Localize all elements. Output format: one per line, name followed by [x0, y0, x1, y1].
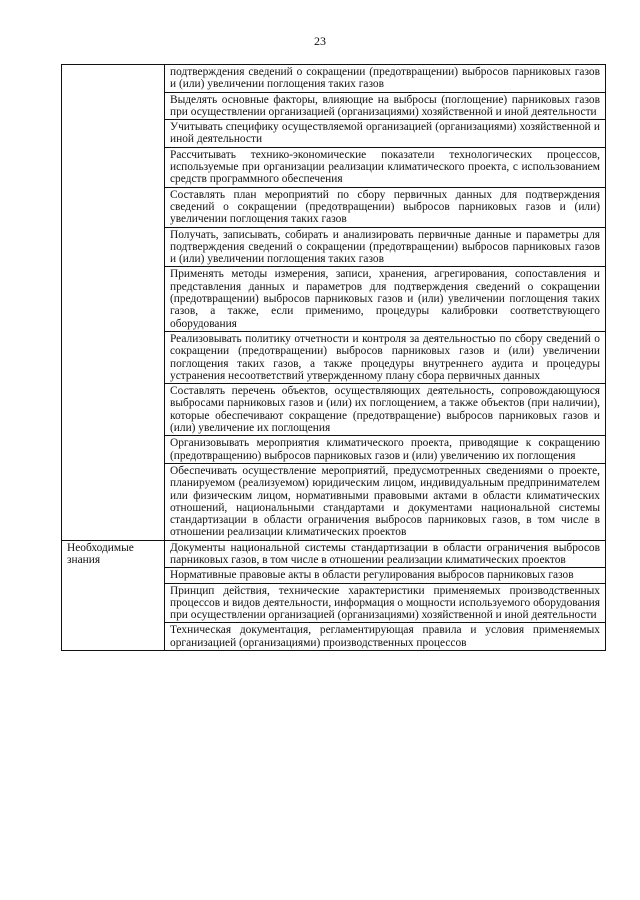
skill-cell: Реализовывать политику отчетности и контроля за деятельностью по сбору сведений о сокращении (предотвращении) выбросов парниковых газов и (или) увеличении поглощения таких газов, а также процедуры внутреннего аудита и процедуры устранения несоответствий утвержденному плану сбора первичных данных [165, 331, 606, 383]
page-number: 23 [314, 34, 326, 48]
skill-cell: Рассчитывать технико-экономические показатели технологических процессов, используемые при организации реализации климатического проекта, с использованием средств программного обеспечения [165, 147, 606, 187]
skill-cell: Получать, записывать, собирать и анализировать первичные данные и параметры для подтверждения сведений о сокращении (предотвращении) выбросов парниковых газов и (или) увеличении поглощения таких газов [165, 227, 606, 267]
skill-cell: Учитывать специфику осуществляемой организацией (организациями) хозяйственной и иной деятельности [165, 120, 606, 148]
row-label-cell-knowledge: Необходимые знания [62, 540, 165, 650]
competency-table [61, 64, 606, 651]
knowledge-cell: Документы национальной системы стандартизации в области ограничения выбросов парниковых газов, в том числе в отношении реализации климатических проектов [165, 540, 606, 568]
skill-cell: Выделять основные факторы, влияющие на выбросы (поглощение) парниковых газов при осуществлении организацией (организациями) хозяйственной и иной деятельности [165, 92, 606, 120]
table-row [62, 540, 606, 568]
skill-cell: Применять методы измерения, записи, хранения, агрегирования, сопоставления и представления данных и параметров для подтверждения сведений о сокращении (предотвращении) выбросов парниковых газов и (или) увеличении поглощения таких газов, а также, если применимо, процедуры калибровки соответствующего оборудования [165, 267, 606, 331]
knowledge-cell: Техническая документация, регламентирующая правила и условия применяемых организацией (организациями) производственных процессов [165, 623, 606, 651]
knowledge-cell: Принцип действия, технические характеристики применяемых производственных процессов и видов деятельности, информация о мощности используемого оборудования при осуществлении организацией (организациями) хозяйственной и иной деятельности [165, 583, 606, 623]
skill-cell: Составлять план мероприятий по сбору первичных данных для подтверждения сведений о сокращении (предотвращении) выбросов парниковых газов и (или) увеличении поглощения таких газов [165, 187, 606, 227]
skill-cell: Обеспечивать осуществление мероприятий, предусмотренных сведениями о проекте, планируемом (реализуемом) юридическим лицом, индивидуальным предпринимателем или физическим лицом, нормативными правовыми актами в области климатических отношений, национальными стандартами и документами национальной системы стандартизации в области ограничения выбросов парниковых газов, в том числе в отношении реализации климатических проектов [165, 463, 606, 540]
table-row [62, 65, 606, 93]
row-label-cell [62, 65, 165, 541]
skill-cell: Организовывать мероприятия климатического проекта, приводящие к сокращению (предотвращению) выбросов парниковых газов и (или) увеличению их поглощения [165, 436, 606, 464]
skill-cell: Составлять перечень объектов, осуществляющих деятельность, сопровождающуюся выбросами парниковых газов и (или) их поглощением, а также объектов (при наличии), которые обеспечивают сокращение (предотвращение) выбросов парниковых газов и (или) увеличение их поглощения [165, 384, 606, 436]
skill-cell: подтверждения сведений о сокращении (предотвращении) выбросов парниковых газов и (или) увеличении поглощения таких газов [165, 65, 606, 93]
knowledge-cell: Нормативные правовые акты в области регулирования выбросов парниковых газов [165, 568, 606, 583]
